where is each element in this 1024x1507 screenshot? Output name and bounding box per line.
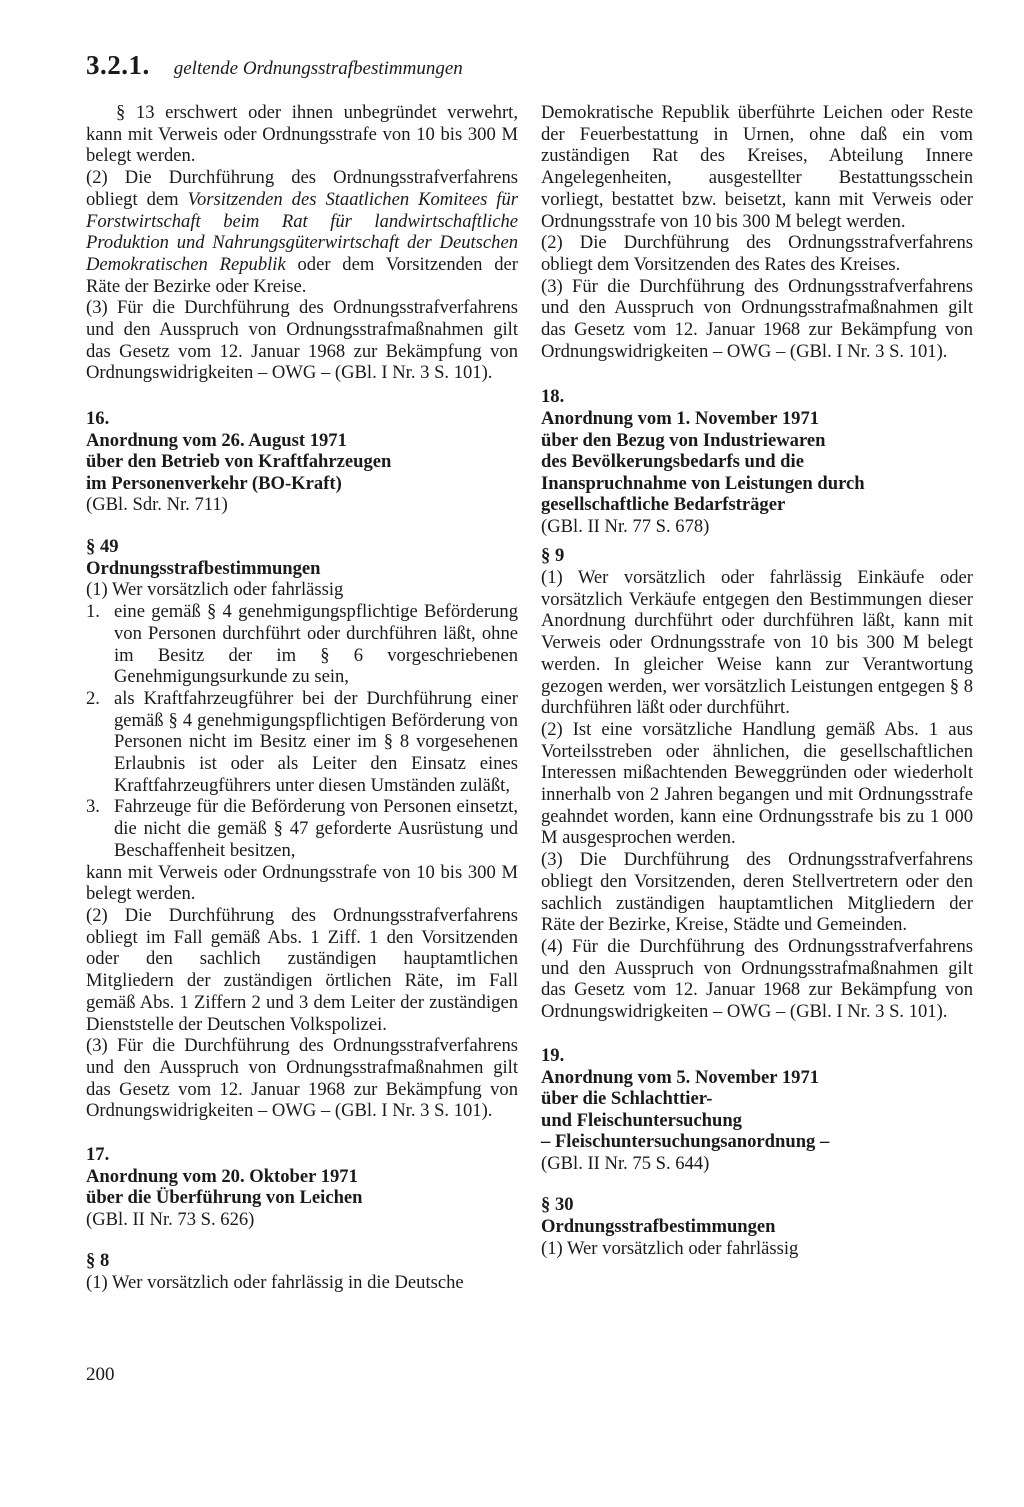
authority-name: Vorsitzenden des Staatlichen Komitees für Forstwirtschaft beim Rat für landwirtschaftliche Produktion und Nahrungsgüterwirtschaft der Deutschen Demokratischen Republik <box>86 188 519 275</box>
paragraph-sign: § 49 <box>86 536 119 558</box>
entry-source: (GBl. II Nr. 73 S. 626) <box>86 1208 255 1230</box>
paragraph: Demokratische Republik überführte Leichen oder Reste der Feuerbestattung in Urnen, ohne daß ein vom zuständigen Rat des Kreises, Abteilung Innere Angelegenheiten, ausgestellter Bestattungsschein vorliegt, bestattet bzw. beisetzt, kann mit Verweis oder Ordnungsstrafe von 10 bis 300 M belegt werden. <box>541 102 973 232</box>
paragraph: kann mit Verweis oder Ordnungsstrafe von 10 bis 300 M belegt werden. <box>86 861 518 905</box>
entry-title-line: über den Bezug von Industriewaren <box>541 429 826 451</box>
right-column <box>541 102 973 1259</box>
paragraph-sign: § 8 <box>86 1250 110 1272</box>
left-column <box>86 102 518 1294</box>
paragraph-heading: Ordnungsstrafbestimmungen <box>86 557 321 579</box>
paragraph: (1) Wer vorsätzlich oder fahrlässig <box>541 1237 799 1259</box>
paragraph <box>86 167 518 297</box>
paragraph-heading: Ordnungsstrafbestimmungen <box>541 1215 776 1237</box>
paragraph-sign: § 9 <box>541 545 565 567</box>
list-number: 1. <box>86 601 100 623</box>
entry-number: 19. <box>541 1044 565 1066</box>
paragraph: (2) Die Durchführung des Ordnungsstrafverfahrens obliegt im Fall gemäß Abs. 1 Ziff. 1 den Vorsitzenden oder den sachlich zuständigen hauptamtlichen Mitgliedern der zuständigen örtlichen Räte, im Fall gemäß Abs. 1 Ziffern 2 und 3 dem Leiter der zuständigen Dienststelle der Deutschen Volkspolizei. <box>86 905 518 1035</box>
entry-title-line: Inanspruchnahme von Leistungen durch <box>541 472 865 494</box>
entry-source: (GBl. Sdr. Nr. 711) <box>86 494 228 516</box>
entry-number: 16. <box>86 408 110 430</box>
paragraph: (2) Ist eine vorsätzliche Handlung gemäß Abs. 1 aus Vorteilsstreben oder ähnlichen, die gesellschaftlichen Interessen mißachtenden Beweggründen oder wiederholt innerhalb von 2 Jahren begangen und mit Ordnungsstrafe geahndet worden, kann eine Ordnungsstrafe bis zu 1 000 M ausgesprochen werden. <box>541 718 973 849</box>
paragraph-sign: § 30 <box>541 1194 574 1216</box>
section-title: geltende Ordnungsstrafbestimmungen <box>173 58 463 79</box>
entry-source: (GBl. II Nr. 75 S. 644) <box>541 1152 710 1174</box>
entry-title-line: Anordnung vom 5. November 1971 <box>541 1066 820 1088</box>
paragraph: (2) Die Durchführung des Ordnungsstrafverfahrens obliegt dem Vorsitzenden des Rates des Kreises. <box>541 232 973 275</box>
entry-number: 18. <box>541 386 565 408</box>
paragraph: (1) Wer vorsätzlich oder fahrlässig in die Deutsche <box>86 1272 464 1294</box>
paragraph: (3) Für die Durchführung des Ordnungsstrafverfahrens und den Ausspruch von Ordnungsstrafmaßnahmen gilt das Gesetz vom 12. Januar 1968 zur Bekämpfung von Ordnungswidrigkeiten – OWG – (GBl. I Nr. 3 S. 101). <box>86 1035 518 1122</box>
list-item <box>86 796 518 861</box>
list-text: eine gemäß § 4 genehmigungspflichtige Beförderung von Personen durchführt oder durchführen läßt, ohne im Besitz der im § 6 vorgeschriebenen Genehmigungsurkunde zu sein, <box>114 601 518 688</box>
list-number: 2. <box>86 687 100 709</box>
entry-title-line: Anordnung vom 1. November 1971 <box>541 408 820 430</box>
paragraph: (3) Die Durchführung des Ordnungsstrafverfahrens obliegt den Vorsitzenden, deren Stellvertretern oder den sachlich zuständigen hauptamtlichen Mitgliedern der Räte der Bezirke, Kreise, Städte und Gemeinden. <box>541 849 973 936</box>
entry-number: 17. <box>86 1144 110 1166</box>
list-text: Fahrzeuge für die Beförderung von Personen einsetzt, die nicht die gemäß § 47 geforderte Ausrüstung und Beschaffenheit besitzen, <box>114 796 518 861</box>
entry-title-line: des Bevölkerungsbedarfs und die <box>541 451 804 473</box>
entry-source: (GBl. II Nr. 77 S. 678) <box>541 515 710 537</box>
paragraph: (4) Für die Durchführung des Ordnungsstrafverfahrens und den Ausspruch von Ordnungsstrafmaßnahmen gilt das Gesetz vom 12. Januar 1968 zur Bekämpfung von Ordnungswidrigkeiten – OWG – (GBl. I Nr. 3 S. 101). <box>541 936 973 1023</box>
entry-title-line: Anordnung vom 20. Oktober 1971 <box>86 1165 358 1187</box>
paragraph-text: (2) Die Durchführung des Ordnungsstrafverfahrens obliegt dem <box>86 167 518 210</box>
paragraph: § 13 erschwert oder ihnen unbegründet verwehrt, kann mit Verweis oder Ordnungsstrafe von 10 bis 300 M belegt werden. <box>86 102 518 167</box>
entry-title-line: über die Schlachttier- <box>541 1088 713 1110</box>
section-number: 3.2.1. <box>86 50 150 80</box>
running-header <box>86 50 546 81</box>
entry-title-line: über den Betrieb von Kraftfahrzeugen <box>86 451 392 473</box>
list-text: als Kraftfahrzeugführer bei der Durchführung einer gemäß § 4 genehmigungspflichtigen Beförderung von Personen nicht im Besitz einer im § 8 vorgesehenen Erlaubnis ist oder als Leiter den Einsatz eines Kraftfahrzeugführers unter diesen Umständen zuläßt, <box>114 687 518 796</box>
entry-title-line: Anordnung vom 26. August 1971 <box>86 429 347 451</box>
paragraph: (3) Für die Durchführung des Ordnungsstrafverfahrens und den Ausspruch von Ordnungsstrafmaßnahmen gilt das Gesetz vom 12. Januar 1968 zur Bekämpfung von Ordnungswidrigkeiten – OWG – (GBl. I Nr. 3 S. 101). <box>86 297 518 384</box>
paragraph-text: oder dem Vorsitzenden der Räte der Bezirke oder Kreise. <box>86 253 518 297</box>
paragraph: (3) Für die Durchführung des Ordnungsstrafverfahrens und den Ausspruch von Ordnungsstrafmaßnahmen gilt das Gesetz vom 12. Januar 1968 zur Bekämpfung von Ordnungswidrigkeiten – OWG – (GBl. I Nr. 3 S. 101). <box>541 275 973 362</box>
entry-title-line: gesellschaftliche Bedarfsträger <box>541 494 786 516</box>
entry-title-line: über die Überführung von Leichen <box>86 1187 363 1209</box>
entry-title-line: – Fleischuntersuchungsanordnung – <box>541 1131 830 1153</box>
list-item <box>86 601 518 688</box>
entry-title-line: im Personenverkehr (BO-Kraft) <box>86 472 342 494</box>
paragraph: (1) Wer vorsätzlich oder fahrlässig Einkäufe oder vorsätzlich Verkäufe entgegen den Bestimmungen dieser Anordnung durchführt oder durchführen läßt, kann mit Verweis oder Ordnungsstrafe von 10 bis 300 M belegt werden. In gleicher Weise kann zur Verantwortung gezogen werden, wer vorsätzlich Leistungen entgegen § 8 durchführen läßt oder durchführt. <box>541 567 973 719</box>
entry-title-line: und Fleischuntersuchung <box>541 1109 742 1131</box>
paragraph: (1) Wer vorsätzlich oder fahrlässig <box>86 579 344 601</box>
list-item <box>86 688 518 797</box>
page-number: 200 <box>86 1364 115 1385</box>
list-number: 3. <box>86 796 100 818</box>
